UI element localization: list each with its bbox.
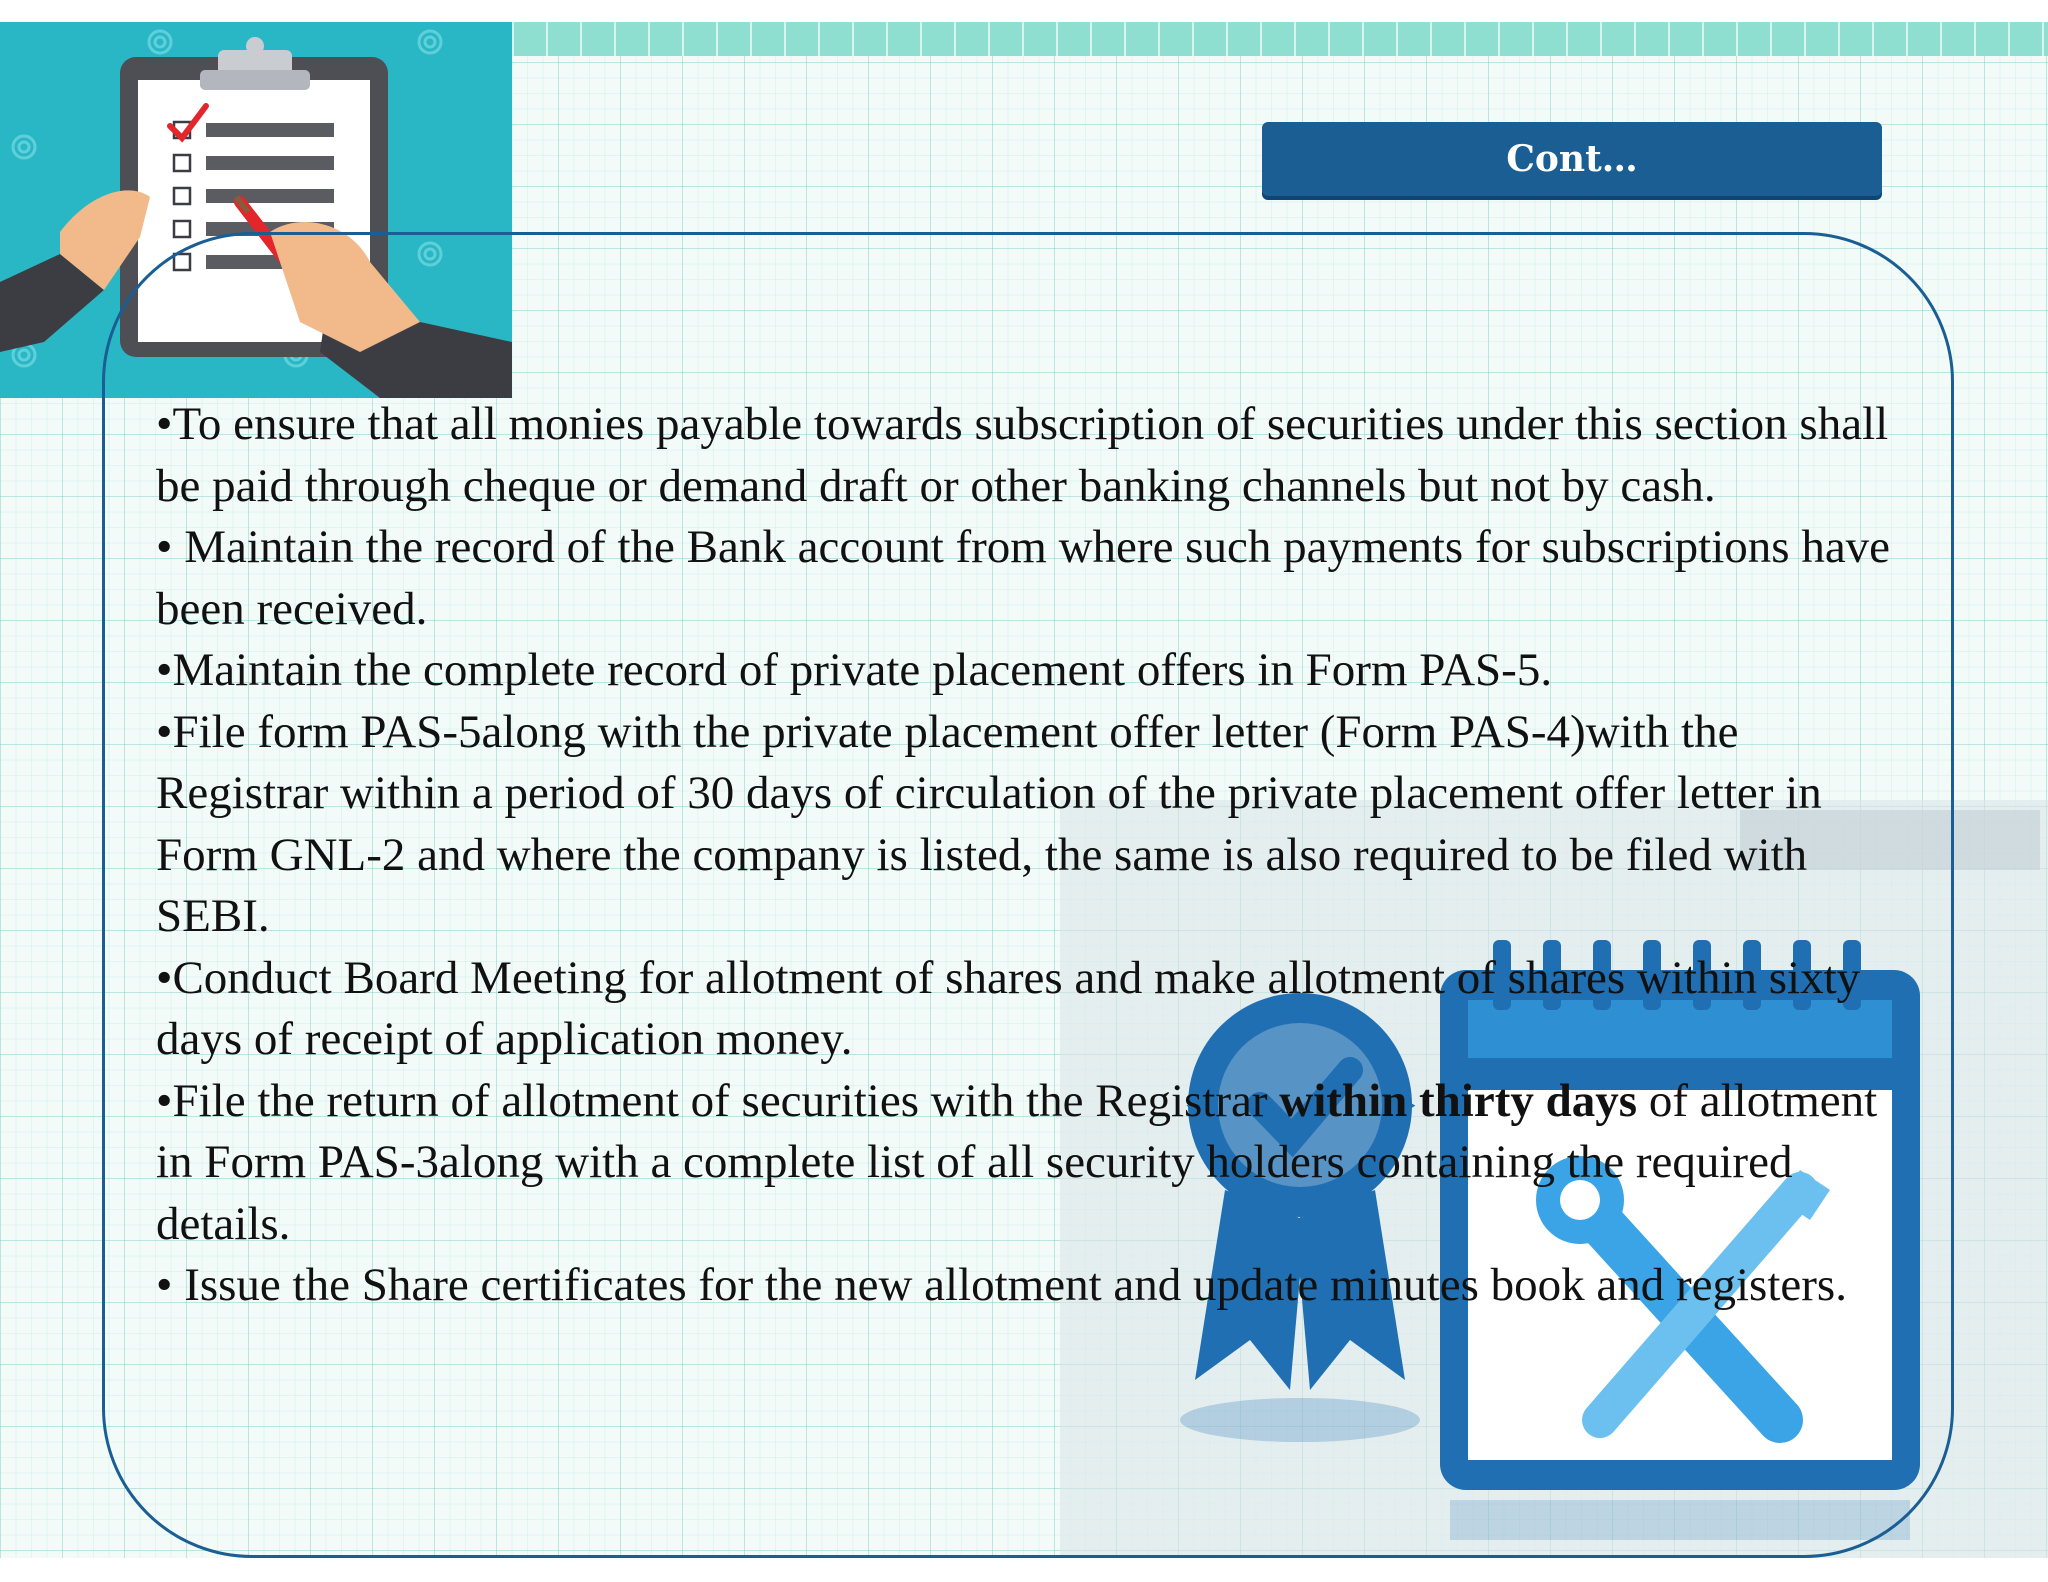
bullet-item-3: •Maintain the complete record of private placement offers in Form PAS-5.	[156, 644, 1553, 696]
bullet-item-1: •To ensure that all monies payable towards subscription of securities under this section shall be paid through cheque or demand draft or other banking channels but not by cash.	[156, 398, 1889, 512]
bottom-band	[0, 1558, 2048, 1582]
bullet-text: •File the return of allotment of securities with the Registrar	[156, 1074, 1280, 1127]
bullet-item-2: • Maintain the record of the Bank account from where such payments for subscriptions have been received.	[156, 521, 1891, 635]
top-band	[0, 0, 2048, 22]
bullet-emphasis: within thirty days	[1279, 1074, 1638, 1127]
slide-title: Cont…	[1262, 122, 1882, 196]
clipboard-checklist-illustration	[0, 22, 512, 398]
bullet-item-5: •Conduct Board Meeting for allotment of shares and make allotment of shares within sixty days of receipt of application money.	[156, 951, 1861, 1065]
bullet-item-4: •File form PAS-5along with the private placement offer letter (Form PAS-4)with the Registrar within a period of 30 days of circulation of the private placement offer letter in Form GNL-2 and where the company is listed, the same is also required to be filed with SEBI.	[156, 705, 1822, 942]
bullet-item-6	[156, 1071, 1906, 1256]
teal-header-strip	[512, 22, 2048, 56]
bullet-item-7: • Issue the Share certificates for the new allotment and update minutes book and registers.	[156, 1259, 1847, 1311]
bullet-list	[156, 394, 1906, 1317]
bullet-text: of allotment in Form PAS-3along with a complete list of all security holders containing the required details.	[156, 1074, 1878, 1250]
